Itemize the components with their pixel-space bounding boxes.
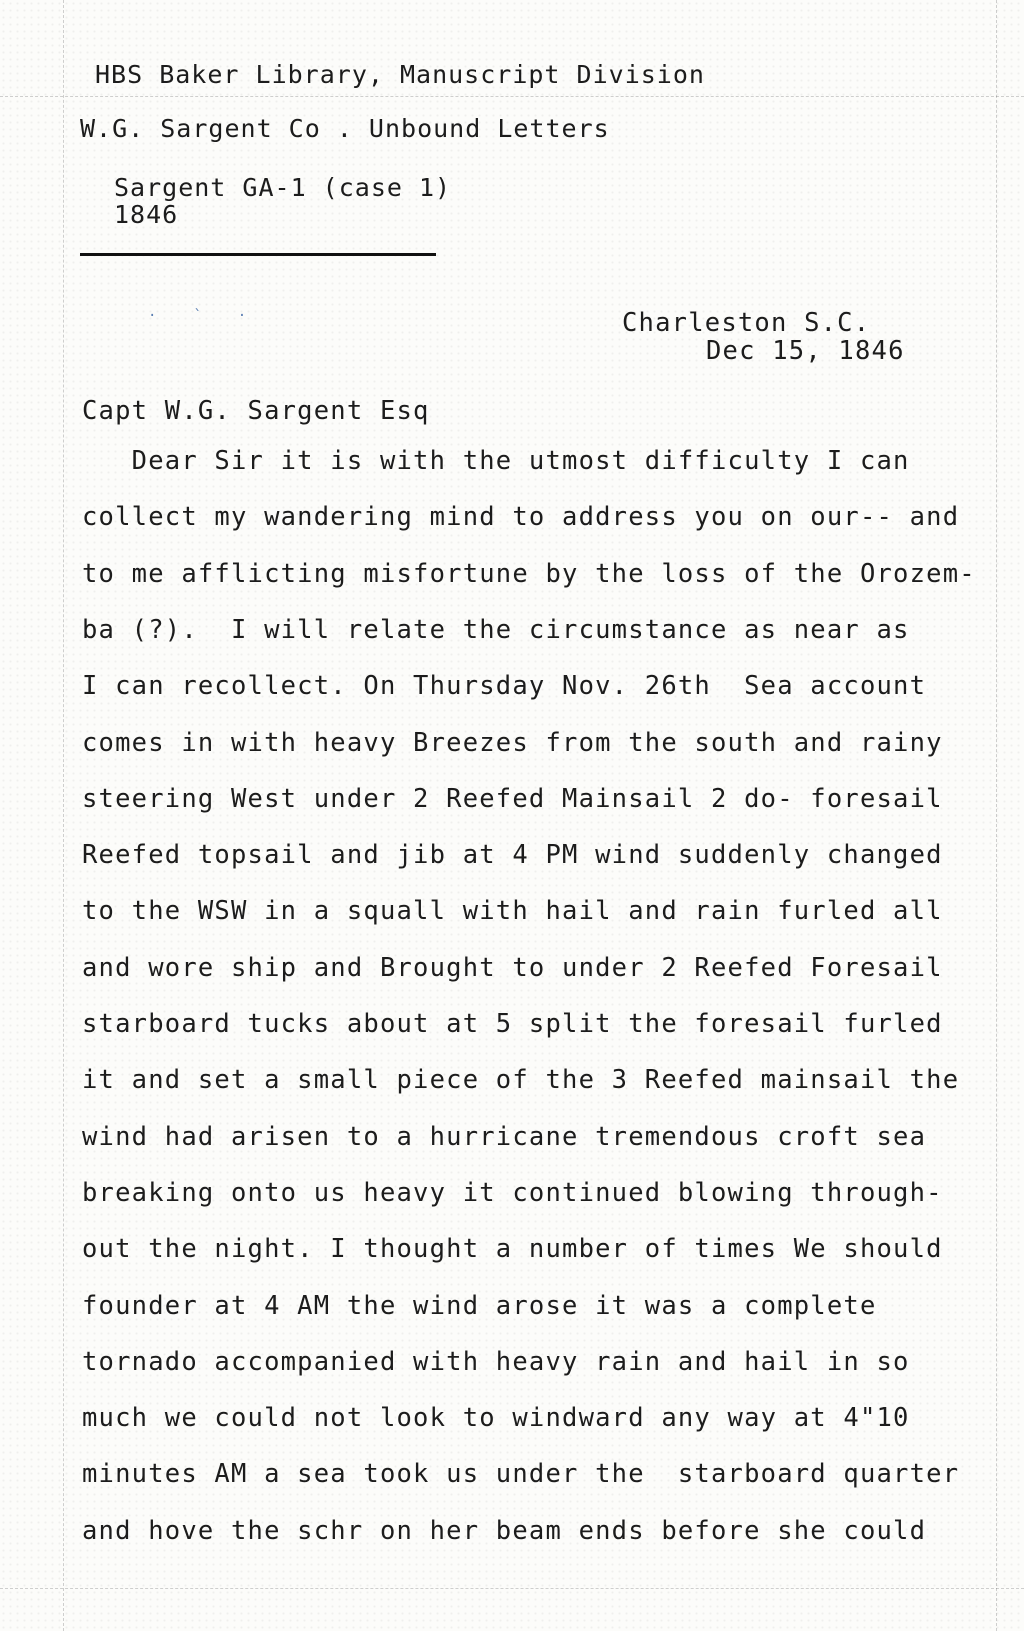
letter-body-line: and wore ship and Brought to under 2 Reefed Foresail: [82, 952, 943, 983]
call-number: Sargent GA-1 (case 1): [114, 173, 452, 202]
letter-body-line: steering West under 2 Reefed Mainsail 2 do- foresail: [82, 783, 943, 814]
letter-body-line: I can recollect. On Thursday Nov. 26th Sea account: [82, 671, 927, 702]
letter-body-line: wind had arisen to a hurricane tremendous croft sea: [82, 1121, 927, 1152]
ink-specks: · ՝ ·: [148, 308, 261, 324]
header-year: 1846: [114, 200, 179, 229]
paper-rule-left: [63, 0, 64, 1631]
letter-body-line: comes in with heavy Breezes from the south and rainy: [82, 727, 943, 758]
paper-rule-top: [0, 96, 1024, 97]
letter-body-line: and hove the schr on her beam ends before she could: [82, 1515, 927, 1546]
letter-body-line: to me afflicting misfortune by the loss of the Orozem-: [82, 558, 976, 589]
paper-rule-bottom: [0, 1588, 1024, 1589]
letter-body-line: it and set a small piece of the 3 Reefed mainsail the: [82, 1065, 960, 1096]
letter-body-line: ba (?). I will relate the circumstance as near as: [82, 614, 910, 645]
letter-body-line: minutes AM a sea took us under the starboard quarter: [82, 1459, 960, 1490]
letter-body-line: breaking onto us heavy it continued blowing through-: [82, 1177, 943, 1208]
letter-salutation: Capt W.G. Sargent Esq: [82, 396, 430, 426]
letter-body-line: Reefed topsail and jib at 4 PM wind suddenly changed: [82, 840, 943, 871]
letter-body-line: much we could not look to windward any way at 4"10: [82, 1403, 910, 1434]
collection-name: W.G. Sargent Co . Unbound Letters: [80, 114, 610, 143]
letter-date: Dec 15, 1846: [706, 336, 905, 366]
letter-body-line: founder at 4 AM the wind arose it was a complete: [82, 1290, 877, 1321]
letter-body-line: out the night. I thought a number of times We should: [82, 1234, 943, 1265]
paper-rule-right: [996, 0, 997, 1631]
archive-name: HBS Baker Library, Manuscript Division: [95, 60, 705, 89]
header-separator: [80, 253, 436, 256]
letter-body-line: starboard tucks about at 5 split the foresail furled: [82, 1009, 943, 1039]
letter-body-line: to the WSW in a squall with hail and rain furled all: [82, 896, 943, 927]
letter-body-line: tornado accompanied with heavy rain and hail in so: [82, 1346, 910, 1377]
letter-body-line: Dear Sir it is with the utmost difficulty I can: [82, 446, 910, 476]
letter-body-line: collect my wandering mind to address you on our-- and: [82, 502, 960, 533]
letter-place: Charleston S.C.: [622, 308, 871, 338]
